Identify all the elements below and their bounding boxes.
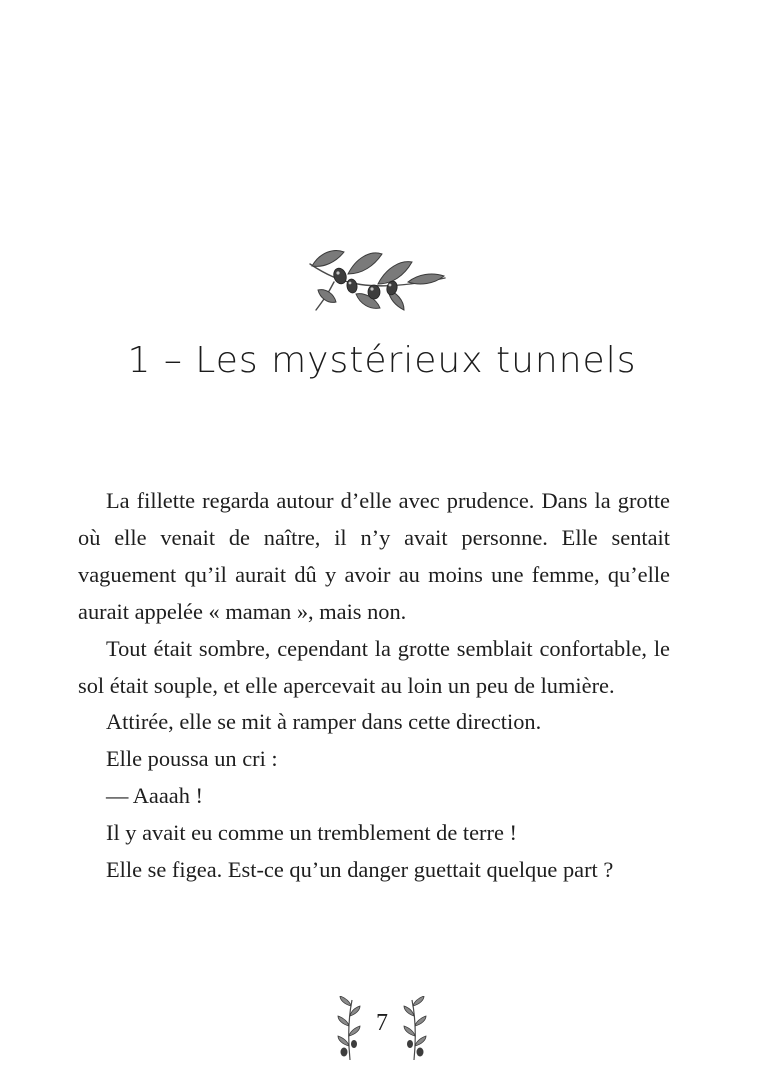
paragraph: Attirée, elle se mit à ramper dans cette direction. [106,709,542,735]
dialogue-line: — Aaaah ! [106,783,203,809]
page-number: 7 [376,1010,388,1036]
paragraph: Tout était sombre, cependant la grotte semblait confortable, le sol était souple, et elle apercevait au loin un peu de lumière. [78,635,670,698]
olive-sprig-icon [402,996,430,1062]
paragraph: Il y avait eu comme un tremblement de terre ! [106,820,517,846]
olive-branch-icon [300,244,450,322]
paragraph: Elle poussa un cri : [106,746,278,772]
body-text [78,483,670,889]
paragraph: Elle se figea. Est-ce qu’un danger guettait quelque part ? [106,857,614,883]
page-footer [330,996,434,1062]
chapter-title: 1 – Les mystérieux tunnels [127,340,637,381]
paragraph: La fillette regarda autour d’elle avec prudence. Dans la grotte où elle venait de naître, il n’y avait personne. Elle sentait vaguement qu’il aurait dû y avoir au moins une femme, qu’elle aurait appelée « maman », mais non. [78,488,670,624]
